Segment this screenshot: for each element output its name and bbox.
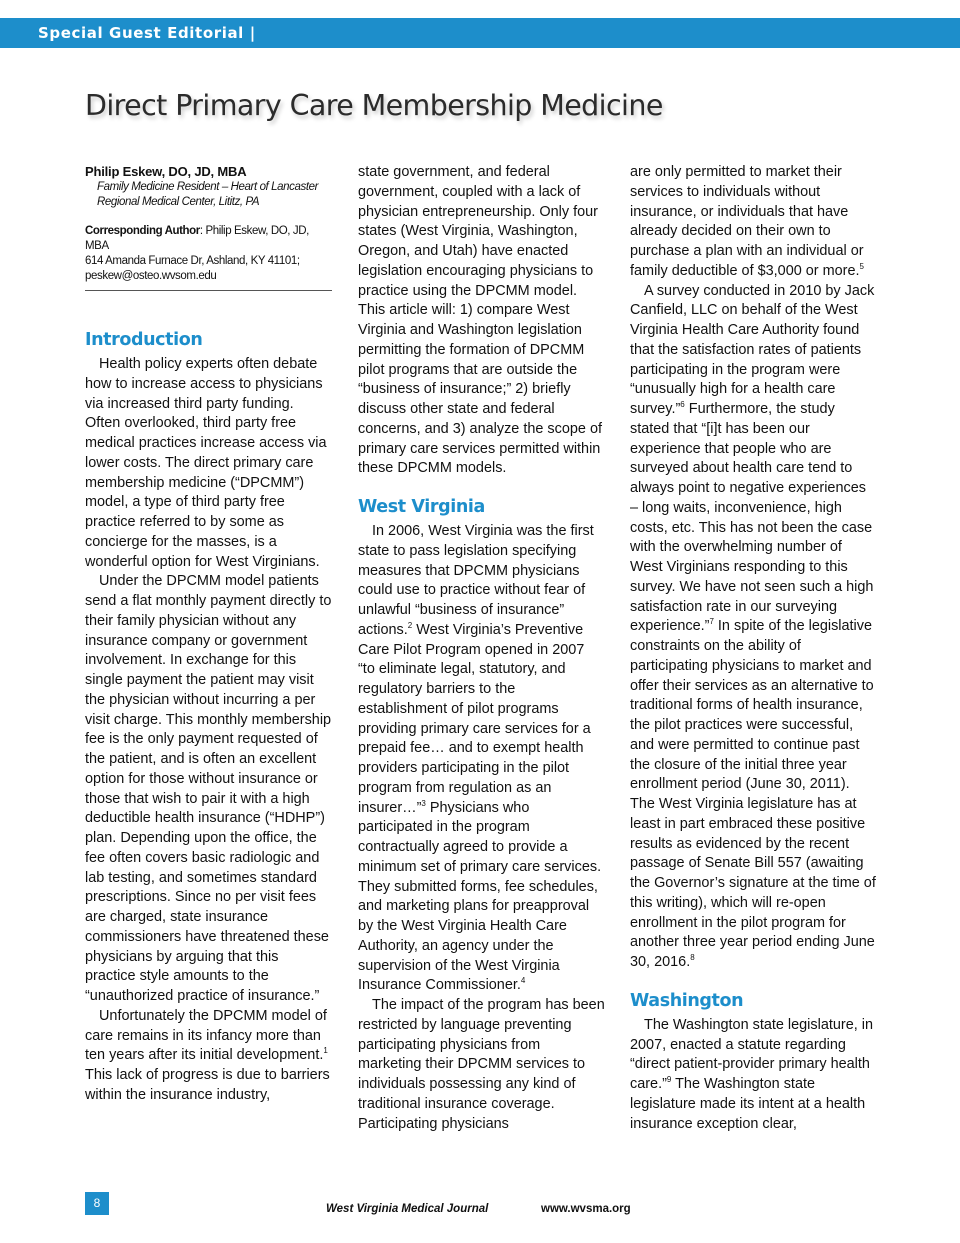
- article-title: Direct Primary Care Membership Medicine: [85, 89, 663, 122]
- author-affiliation-2: Regional Medical Center, Lititz, PA: [97, 196, 260, 208]
- reference-mark: 2: [407, 620, 413, 630]
- column-1: [85, 163, 332, 1106]
- reference-mark: 6: [680, 400, 685, 410]
- paragraph-text: Unfortunately the DPCMM model of care remains in its infancy more than ten years after its initial development.: [85, 1007, 327, 1064]
- reference-mark: 3: [421, 798, 426, 808]
- paragraph-text: Furthermore, the study stated that “[i]t has been our experience that people who are surveyed about health care tend to always point to negative experiences – long waits, inconvenience, high costs, etc. This has not been the case with the overwhelming number of West Virginians responding to this survey. We have not seen such a high satisfaction rate in our surveying experience.”: [630, 401, 874, 635]
- column-2: [358, 163, 605, 1134]
- paragraph: state government, and federal government, coupled with a lack of physician entrepreneurship. Only four states (West Virginia, Washington, Oregon, and Utah) have enacted legislation encouraging physicians to practice using the DPCMM model. This article will: 1) compare West Virginia and Washington legislation permitting the formation of DPCMM pilot programs that are outside the “business of insurance;” 2) briefly discuss other state and federal concerns, and 3) analyze the scope of primary care services permitted within these DPCMM models.: [358, 164, 602, 477]
- paragraph-text: West Virginia’s Preventive Care Pilot Program opened in 2007 “to eliminate legal, statutory, and regulatory barriers to the establishment of pilot programs providing primary care services for a prepaid fee… and to exempt health providers participating in the pilot program from regulation as an insurer…”: [358, 621, 591, 816]
- paragraph: [630, 282, 877, 973]
- journal-name: West Virginia Medical Journal: [326, 1203, 489, 1215]
- corresponding-author: [85, 224, 332, 284]
- corresponding-author-email[interactable]: peskew@osteo.wvsom.edu: [85, 270, 217, 282]
- heading-washington: Washington: [630, 990, 744, 1011]
- section-label: Special Guest Editorial |: [38, 24, 256, 42]
- paragraph: [630, 1016, 877, 1135]
- reference-mark: 4: [520, 976, 526, 986]
- reference-mark: 8: [690, 953, 695, 963]
- reference-mark: 7: [709, 617, 714, 627]
- reference-mark: 5: [859, 261, 864, 271]
- paragraph: Health policy experts often debate how to increase access to physicians via increased third party funding. Often overlooked, third party free medical practices increase access via lower costs. The direct primary care membership medicine (“DPCMM”) model, a type of third party free practice referred to by some as concierge for the masses, is a wonderful option for West Virginians.: [85, 356, 327, 570]
- reference-mark: 9: [666, 1075, 672, 1085]
- paragraph-text: The Washington state legislature, in 2007, enacted a statute regarding “direct patient-provider primary health care.”: [630, 1016, 873, 1092]
- paragraph-text: The Washington state legislature made its intent at a health insurance exception clear,: [630, 1076, 866, 1132]
- author-name: Philip Eskew, DO, JD, MBA: [85, 164, 247, 179]
- paragraph: Under the DPCMM model patients send a flat monthly payment directly to their family physician without any insurance company or government involvement. In exchange for this single payment the patient may visit the physician without incurring a per visit charge. This monthly membership fee is the only payment requested of the patient, and is often an excellent option for those without insurance or those that wish to pair it with a high deductible health insurance (“HDHP”) plan. Depending upon the office, the fee often covers basic radiologic and lab testing, and sometimes standard prescriptions. Since no per visit fees are charged, state insurance commissioners have threatened these physicians by arguing that this practice style amounts to the “unauthorized practice of insurance.”: [85, 573, 332, 1004]
- paragraph-text: are only permitted to market their services to individuals without insurance, or individuals that have already decided on their own to purchase a plan with an individual or family deductible of $3,000 or more.: [630, 164, 864, 279]
- paragraph-text: This lack of progress is due to barriers within the insurance industry,: [85, 1067, 330, 1103]
- author-block: [85, 163, 332, 291]
- paragraph-text: In 2006, West Virginia was the first state to pass legislation specifying measures that DPCMM physicians could use to practice without fear of unlawful “business of insurance” actions.: [358, 523, 594, 638]
- author-affiliation-1: Family Medicine Resident – Heart of Lancaster: [97, 181, 319, 193]
- reference-mark: 1: [323, 1046, 328, 1056]
- paragraph-text: In spite of the legislative constraints on the ability of participating physicians to market and offer their services as an alternative to traditional forms of health insurance, the pilot practices were successful, and were permitted to continue past the closure of the initial three year enrollment period (June 30, 2011). The West Virginia legislature has at least in part embraced these positive results as evidenced by the recent passage of Senate Bill 557 (awaiting the Governor’s signature at the time of this writing), which will re-open enrollment in the pilot program for another three year period ending June 30, 2016.: [630, 618, 876, 970]
- corresponding-author-label: Corresponding Author: [85, 225, 200, 237]
- paragraph: [358, 522, 605, 996]
- page-number: 8: [85, 1192, 109, 1215]
- corresponding-author-name: : Philip Eskew, DO, JD, MBA: [85, 225, 309, 252]
- paragraph: [630, 163, 877, 282]
- column-3: [630, 163, 877, 1134]
- section-banner: [0, 18, 960, 48]
- paragraph: The impact of the program has been restricted by language preventing participating physicians from marketing their DPCMM services to individuals possessing any kind of traditional insurance coverage. Participating physicians: [358, 997, 605, 1132]
- heading-introduction: Introduction: [85, 330, 203, 350]
- paragraph: [85, 1007, 332, 1106]
- heading-west-virginia: West Virginia: [358, 497, 485, 517]
- corresponding-author-address: 614 Amanda Furnace Dr, Ashland, KY 41101;: [85, 255, 300, 267]
- paragraph-text: A survey conducted in 2010 by Jack Canfield, LLC on behalf of the West Virginia Health Care Authority found that the satisfaction rates of patients participating in the program were “unusually high for a health care survey.”: [630, 282, 875, 417]
- paragraph-text: Physicians who participated in the program contractually agreed to provide a minimum set of primary care services. They submitted forms, fee schedules, and marketing plans for preapproval by the West Virginia Health Care Authority, an agency under the supervision of the West Virginia Insurance Commissioner.: [358, 799, 602, 994]
- journal-url[interactable]: www.wvsma.org: [541, 1203, 631, 1215]
